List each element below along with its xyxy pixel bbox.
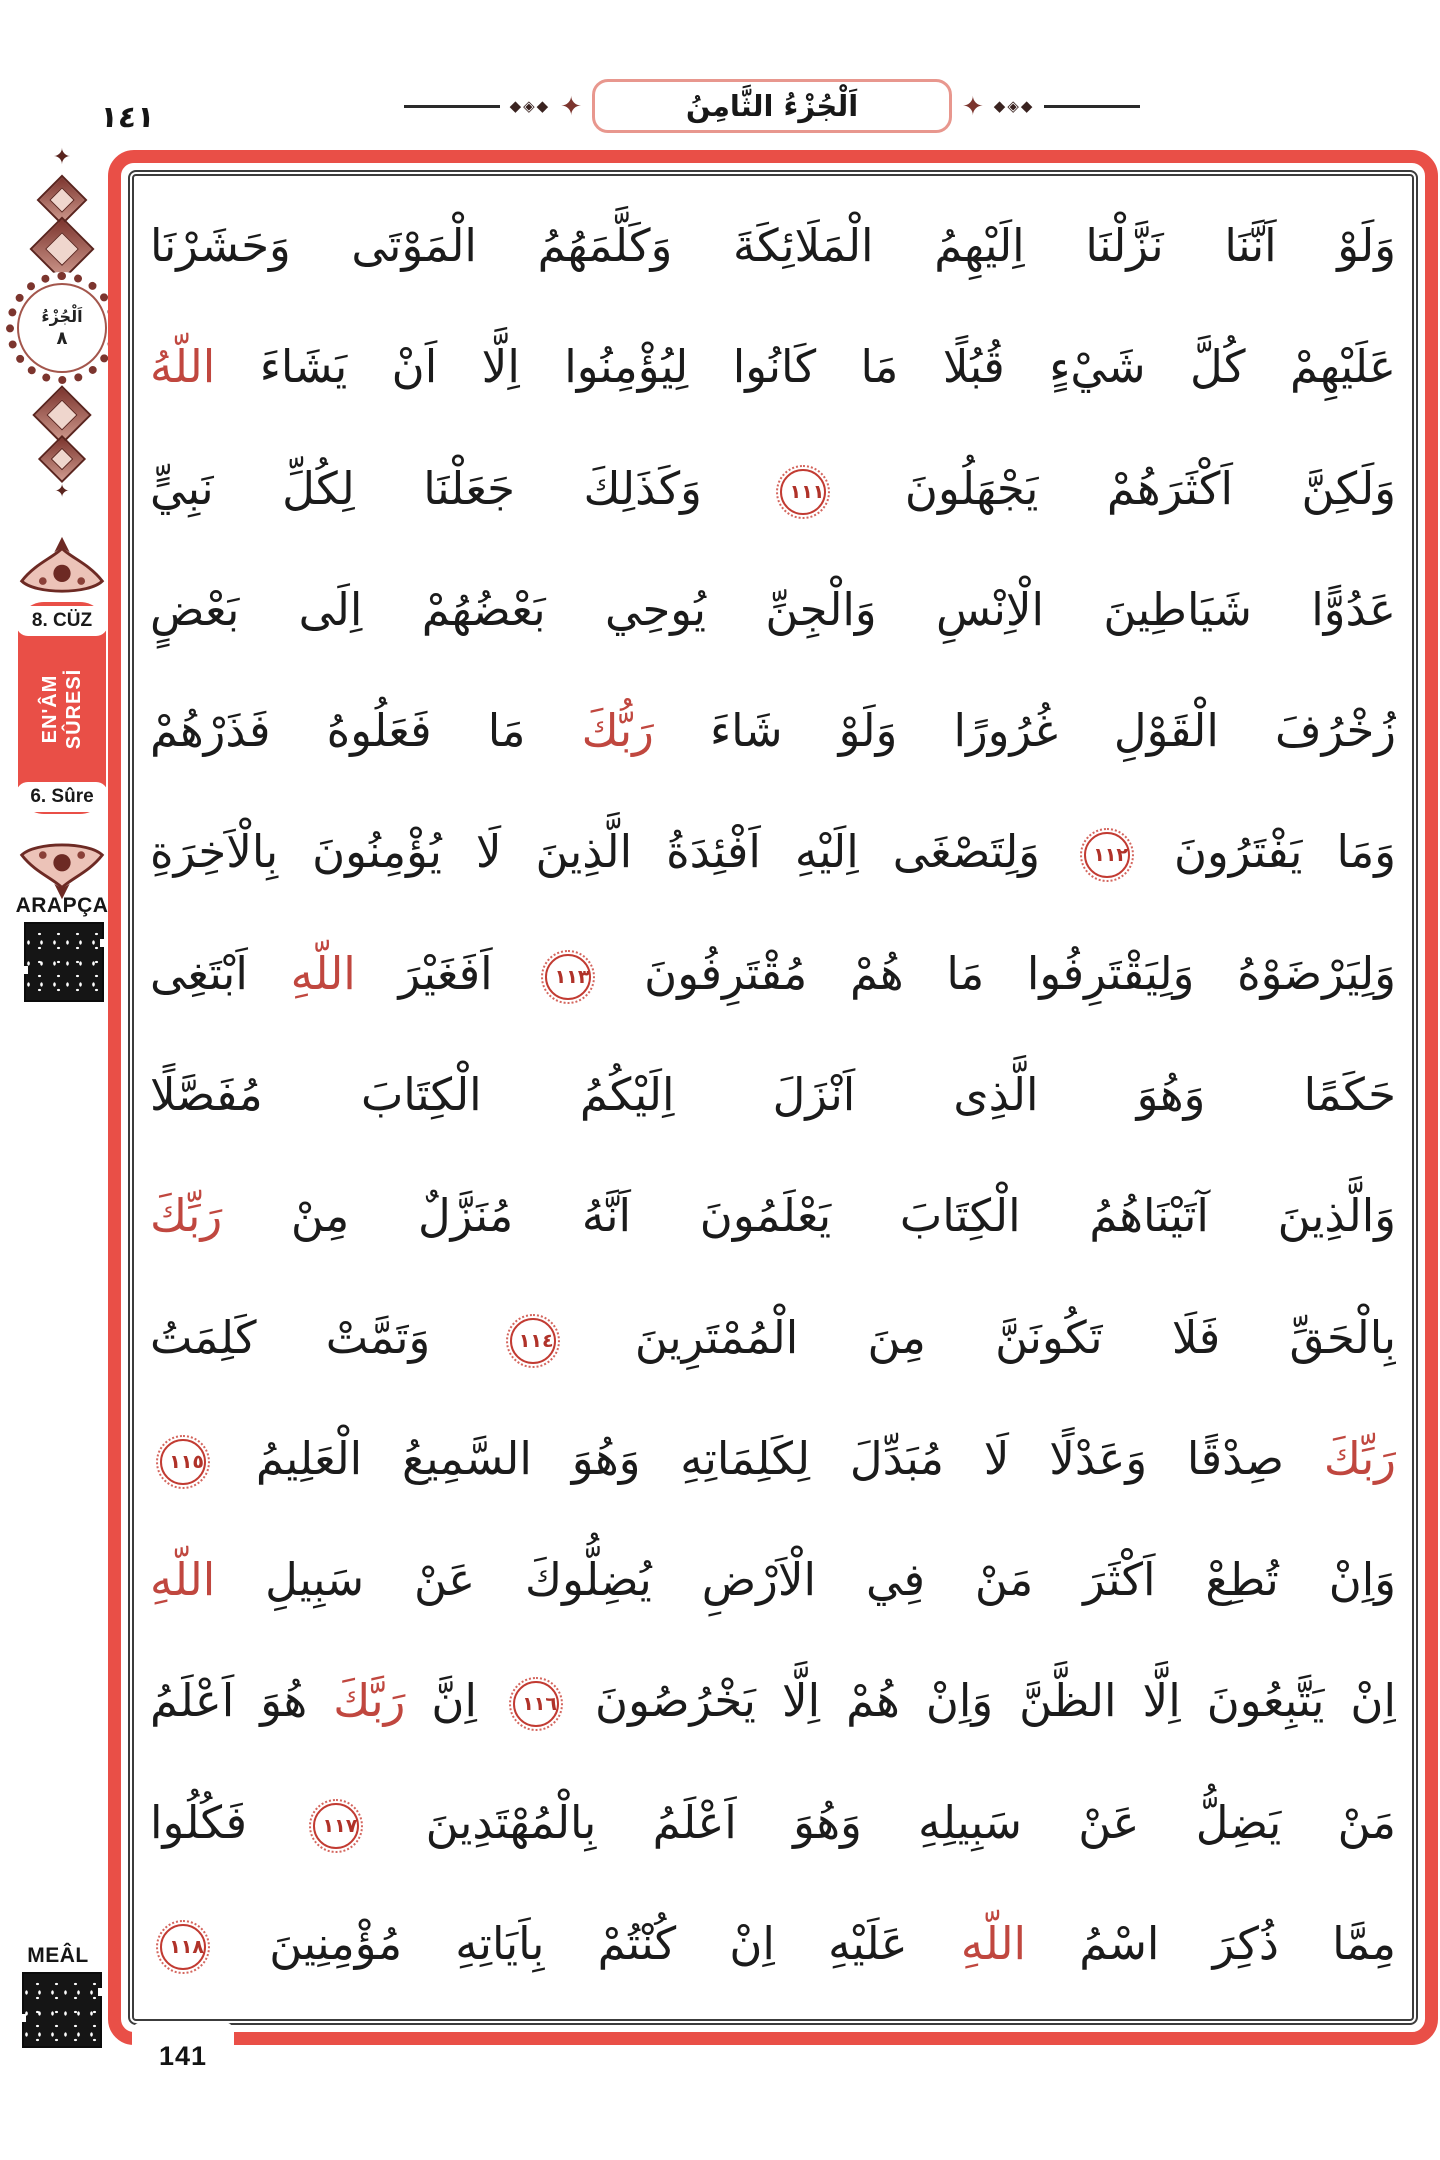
text-segment: اللّهِ — [290, 946, 356, 1000]
text-segment: حَكَمًا وَهُوَ الَّذِى اَنْزَلَ اِلَيْكُمُ الْكِتَابَ مُفَصَّلًا — [150, 1067, 1396, 1121]
quran-text-box — [108, 150, 1438, 2045]
page-number-chip — [132, 2022, 234, 2072]
arabic-qr-label: ARAPÇA — [15, 894, 109, 917]
quran-line — [150, 914, 1396, 1033]
verse-marker: ١١٢ — [1084, 832, 1130, 878]
quran-line — [150, 186, 1396, 305]
verse-marker: ١١٥ — [160, 1439, 206, 1485]
text-segment: اللّهُ — [150, 340, 216, 394]
verse-marker: ١١٦ — [513, 1681, 559, 1727]
text-segment: زُخْرُفَ الْقَوْلِ غُرُورًا وَلَوْ شَاءَ — [653, 704, 1396, 758]
surah-chip — [16, 782, 108, 812]
text-segment: اللّهِ — [150, 1553, 216, 1607]
verse-marker: ١١١ — [780, 469, 826, 515]
text-segment: هُوَ اَعْلَمُ — [150, 1674, 334, 1728]
star-ornament-icon: ✦ — [52, 144, 72, 169]
diamond-ornament-left-icon: ◆◈◆ — [509, 97, 551, 115]
text-segment: صِدْقًا وَعَدْلًا لَا مُبَدِّلَ لِكَلِمَاتِهِ وَهُوَ السَّمِيعُ الْعَلِيمُ — [216, 1431, 1324, 1485]
surah-chip-label: 6. Sûre — [30, 786, 94, 807]
quran-line — [150, 1763, 1396, 1882]
verse-marker: ١١٤ — [510, 1318, 556, 1364]
verse-marker: ١١٣ — [545, 954, 591, 1000]
flower-ornament-icon — [38, 435, 86, 483]
text-segment: وَلِتَصْغَى اِلَيْهِ اَفْئِدَةُ الَّذِينَ لَا يُؤْمِنُونَ بِالْاَخِرَةِ — [150, 825, 1074, 879]
text-segment: وَتَمَّتْ كَلِمَتُ — [150, 1310, 500, 1364]
meal-qr-label: MEÂL — [27, 1944, 89, 1967]
quran-line — [150, 429, 1396, 548]
text-segment: رَبُّكَ — [581, 704, 654, 758]
text-segment: وَلَوْ اَنَّنَا نَزَّلْنَا اِلَيْهِمُ الْمَلَائِكَةَ وَكَلَّمَهُمُ الْمَوْتَى وَحَشَرْنَا — [150, 219, 1396, 272]
quran-lines — [128, 170, 1418, 2025]
text-segment: وَمَا يَفْتَرُونَ — [1140, 825, 1396, 879]
text-segment: وَلَكِنَّ اَكْثَرَهُمْ يَجْهَلُونَ — [836, 461, 1396, 515]
text-segment: فَكُلُوا — [150, 1795, 304, 1849]
quran-line — [150, 307, 1396, 426]
verse-marker: ١١٨ — [160, 1924, 206, 1970]
text-segment: رَبَّكَ — [333, 1674, 406, 1728]
juz-medallion-number: ٨ — [56, 328, 68, 349]
juz-title: اَلْجُزْءُ الثَّامِنُ — [685, 89, 859, 123]
text-segment: بِالْحَقِّ فَلَا تَكُونَنَّ مِنَ الْمُمْتَرِينَ — [565, 1310, 1396, 1364]
knot-ornament-left-icon: ✦ — [560, 91, 582, 121]
quran-line — [150, 1399, 1396, 1518]
text-segment: وَالَّذِينَ آتَيْنَاهُمُ الْكِتَابَ يَعْلَمُونَ اَنَّهُ مُنَزَّلٌ مِنْ — [222, 1189, 1396, 1243]
surah-band-label: EN'ÂM SÛRESİ — [39, 668, 85, 750]
page-number-arabic: ١٤١ — [98, 100, 157, 135]
header-rule-left — [404, 105, 500, 108]
text-segment: عَلَيْهِ اِنْ كُنْتُمْ بِاَيَاتِهِ مُؤْمِنِينَ — [216, 1916, 961, 1970]
text-segment: اَفَغَيْرَ — [355, 946, 536, 1000]
quran-line — [150, 550, 1396, 669]
text-segment: وَكَذَلِكَ جَعَلْنَا لِكُلِّ نَبِيٍّ — [150, 461, 771, 515]
text-segment: اللّهِ — [960, 1916, 1027, 1970]
quran-line — [150, 1641, 1396, 1760]
text-segment: مَا فَعَلُوهُ فَذَرْهُمْ — [150, 704, 582, 758]
verse-marker: ١١٧ — [313, 1803, 359, 1849]
juz-medallion — [6, 272, 118, 384]
juz-chip-label: 8. CÜZ — [31, 610, 93, 631]
text-segment: عَدُوًّا شَيَاطِينَ الْاِنْسِ وَالْجِنِّ يُوحِي بَعْضُهُمْ اِلَى بَعْضٍ — [150, 582, 1396, 636]
juz-medallion-text: اَلْجُزْءُ — [41, 307, 83, 326]
text-segment: وَاِنْ تُطِعْ اَكْثَرَ مَنْ فِي الْاَرْضِ يُضِلُّوكَ عَنْ سَبِيلِ — [215, 1553, 1396, 1607]
knot-ornament-right-icon: ✦ — [962, 91, 984, 121]
juz-chip — [16, 606, 108, 636]
text-segment: مَنْ يَضِلُّ عَنْ سَبِيلِهِ وَهُوَ اَعْلَمُ بِالْمُهْتَدِينَ — [369, 1795, 1396, 1849]
quran-line — [150, 1156, 1396, 1275]
text-segment: رَبِّكَ — [1323, 1431, 1396, 1485]
diamond-ornament-right-icon: ◆◈◆ — [993, 97, 1035, 115]
text-segment: رَبِّكَ — [150, 1189, 223, 1243]
quran-line — [150, 1884, 1396, 2003]
quran-line — [150, 1520, 1396, 1639]
header-rule-right — [1044, 105, 1140, 108]
text-segment: اِنْ يَتَّبِعُونَ اِلَّا الظَّنَّ وَاِنْ هُمْ اِلَّا يَخْرُصُونَ — [569, 1674, 1396, 1728]
text-segment: اَبْتَغِى — [150, 946, 291, 1000]
palmette-ornament-icon — [14, 832, 110, 901]
quran-line — [150, 792, 1396, 911]
juz-title-box — [592, 79, 952, 133]
meal-qr-code — [22, 1972, 102, 2048]
text-segment: اِنَّ — [405, 1674, 503, 1728]
arabic-qr-code — [24, 922, 104, 1002]
palmette-ornament-icon — [14, 535, 110, 604]
text-segment: عَلَيْهِمْ كُلَّ شَيْءٍ قُبُلًا مَا كَانُوا لِيُؤْمِنُوا اِلَّا اَنْ يَشَاءَ — [215, 340, 1396, 394]
quran-line — [150, 1035, 1396, 1154]
star-ornament-icon: ✦ — [54, 481, 70, 501]
quran-line — [150, 671, 1396, 790]
text-segment: مِمَّا ذُكِرَ اسْمُ — [1026, 1916, 1396, 1970]
quran-line — [150, 1278, 1396, 1397]
text-segment: وَلِيَرْضَوْهُ وَلِيَقْتَرِفُوا مَا هُمْ مُقْتَرِفُونَ — [601, 946, 1396, 1000]
header — [104, 66, 1440, 146]
page-number-latin: 141 — [158, 2041, 208, 2071]
